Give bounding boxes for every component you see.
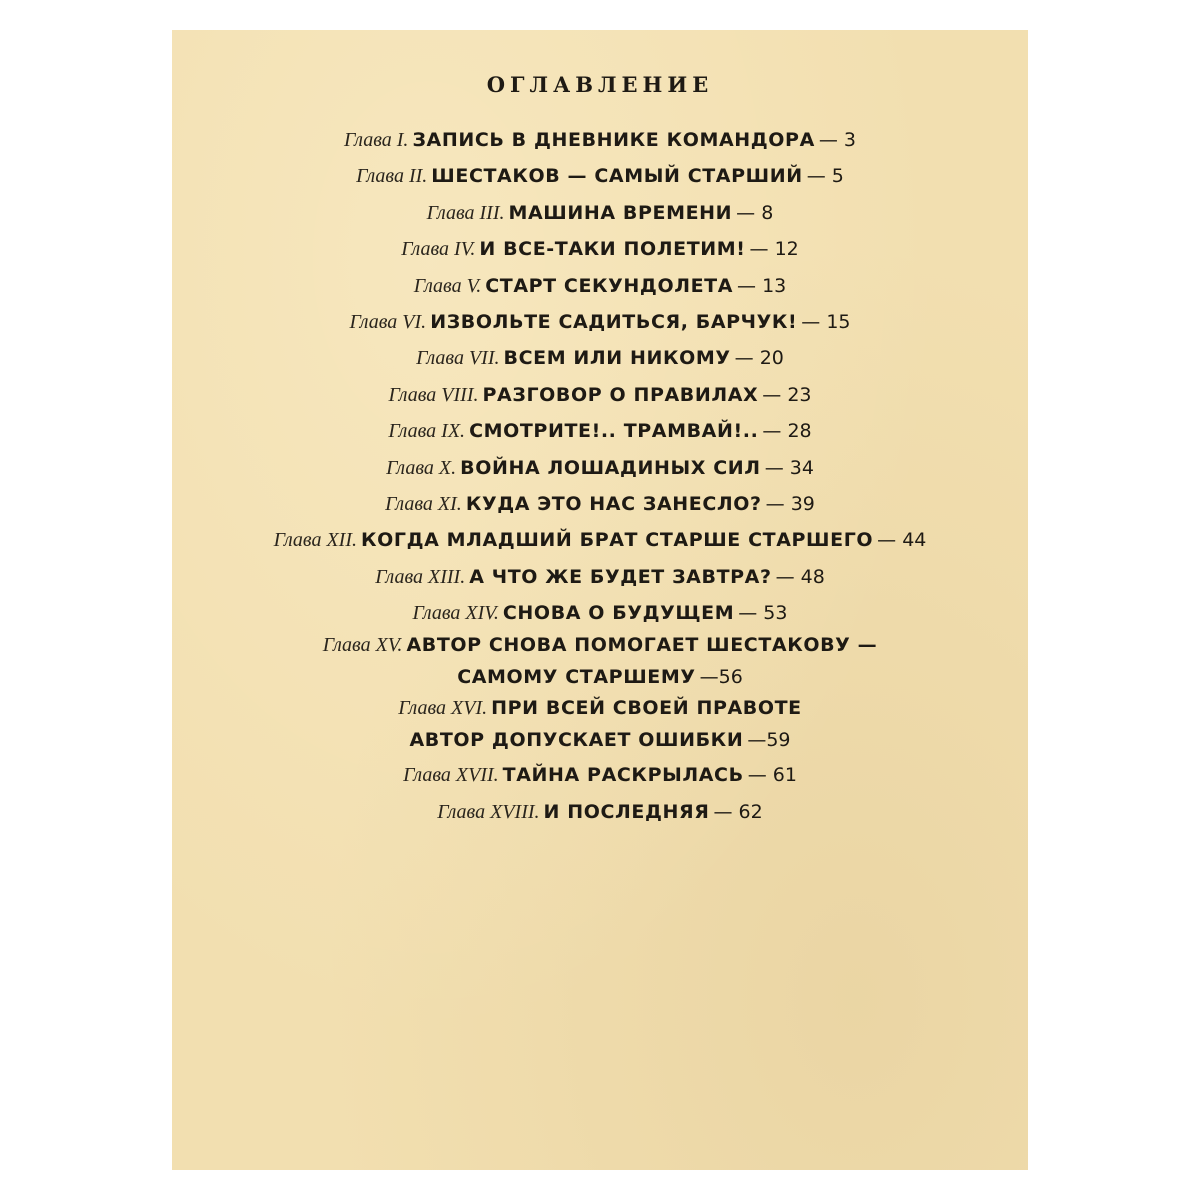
toc-entry [172,631,1028,694]
chapter-label: Глава VI. [349,310,427,333]
toc-entry [172,122,1028,158]
chapter-title: А ЧТО ЖЕ БУДЕТ ЗАВТРА? [469,565,772,588]
chapter-title: РАЗГОВОР О ПРАВИЛАХ [482,383,759,406]
chapter-title: АВТОР СНОВА ПОМОГАЕТ ШЕСТАКОВУ — [406,634,878,657]
chapter-page: — 8 [736,201,774,224]
chapter-title: И ПОСЛЕДНЯЯ [543,800,710,823]
chapter-label: Глава XVIII. [437,800,540,823]
chapter-title: ШЕСТАКОВ — САМЫЙ СТАРШИЙ [431,165,803,188]
toc-entry [172,522,1028,558]
chapter-page: — 48 [775,565,825,588]
chapter-title: ИЗВОЛЬТЕ САДИТЬСЯ, БАРЧУК! [430,310,798,333]
chapter-title: И ВСЕ-ТАКИ ПОЛЕТИМ! [479,238,746,261]
toc-entry [172,304,1028,340]
chapter-title: МАШИНА ВРЕМЕНИ [508,201,733,224]
chapter-page: — 5 [806,165,844,188]
chapter-title: ВСЕМ ИЛИ НИКОМУ [503,347,731,370]
chapter-title: КУДА ЭТО НАС ЗАНЕСЛО? [465,492,762,515]
toc-entry [172,268,1028,304]
chapter-page: — 39 [765,492,815,515]
chapter-page: — 20 [734,347,784,370]
book-page [172,30,1028,1170]
chapter-label: Глава XVII. [403,764,499,787]
chapter-page: — 13 [737,274,787,297]
chapter-page: — 44 [877,529,927,552]
chapter-title: ТАЙНА РАСКРЫЛАСЬ [502,764,744,787]
chapter-title: ЗАПИСЬ В ДНЕВНИКЕ КОМАНДОРА [412,129,815,151]
chapter-label: Глава XIV. [412,602,499,625]
chapter-title: ПРИ ВСЕЙ СВОЕЙ ПРАВОТЕ [491,697,802,720]
chapter-label: Глава V. [413,274,482,297]
chapter-title: КОГДА МЛАДШИЙ БРАТ СТАРШЕ СТАРШЕГО [360,529,874,552]
chapter-label: Глава XII. [273,529,357,552]
chapter-label: Глава XV. [322,634,403,657]
chapter-page: — 12 [749,238,799,261]
chapter-page: — 62 [713,800,763,823]
toc-entry [172,450,1028,486]
chapter-page: — 61 [747,764,797,787]
chapter-label: Глава XI. [385,492,462,515]
toc-entry [172,340,1028,376]
chapter-title: СНОВА О БУДУЩЕМ [502,602,735,625]
chapter-page: —59 [747,728,791,751]
chapter-page: — 23 [762,383,812,406]
chapter-page: —56 [699,665,743,688]
chapter-label: Глава VIII. [388,383,479,406]
toc-entry [172,231,1028,267]
toc-entry [172,377,1028,413]
toc-entry-line [172,726,1028,758]
toc-entry [172,595,1028,631]
chapter-label: Глава IX. [388,420,466,443]
toc-entry [172,694,1028,757]
toc-entry-line [172,631,1028,663]
chapter-label: Глава II. [356,165,428,188]
toc-entry-line [172,694,1028,726]
chapter-title: СТАРТ СЕКУНДОЛЕТА [485,274,734,297]
toc-entry [172,486,1028,522]
toc-entry [172,158,1028,194]
chapter-label: Глава IV. [401,238,476,261]
chapter-label: Глава VII. [416,347,500,370]
toc-heading: ОГЛАВЛЕНИЕ [486,72,714,97]
chapter-title: СМОТРИТЕ!.. ТРАМВАЙ!.. [469,420,759,443]
chapter-page: — 15 [801,310,851,333]
chapter-label: Глава I. [343,129,409,151]
chapter-label: Глава XVI. [398,697,488,720]
chapter-label: Глава XIII. [375,565,466,588]
chapter-title: ВОЙНА ЛОШАДИНЫХ СИЛ [460,456,761,479]
toc-entry [172,794,1028,830]
chapter-label: Глава X. [386,456,457,479]
toc-entry-line [172,663,1028,695]
toc-entry [172,195,1028,231]
toc-list [172,122,1028,830]
toc-entry [172,757,1028,793]
toc-entry [172,413,1028,449]
chapter-page: — 53 [738,602,788,625]
chapter-title-continued: САМОМУ СТАРШЕМУ [457,665,696,688]
toc-entry [172,559,1028,595]
chapter-page: — 28 [762,420,812,443]
chapter-title-continued: АВТОР ДОПУСКАЕТ ОШИБКИ [409,728,744,751]
chapter-label: Глава III. [426,201,505,224]
chapter-page: — 34 [764,456,814,479]
chapter-page: — 3 [818,129,857,151]
